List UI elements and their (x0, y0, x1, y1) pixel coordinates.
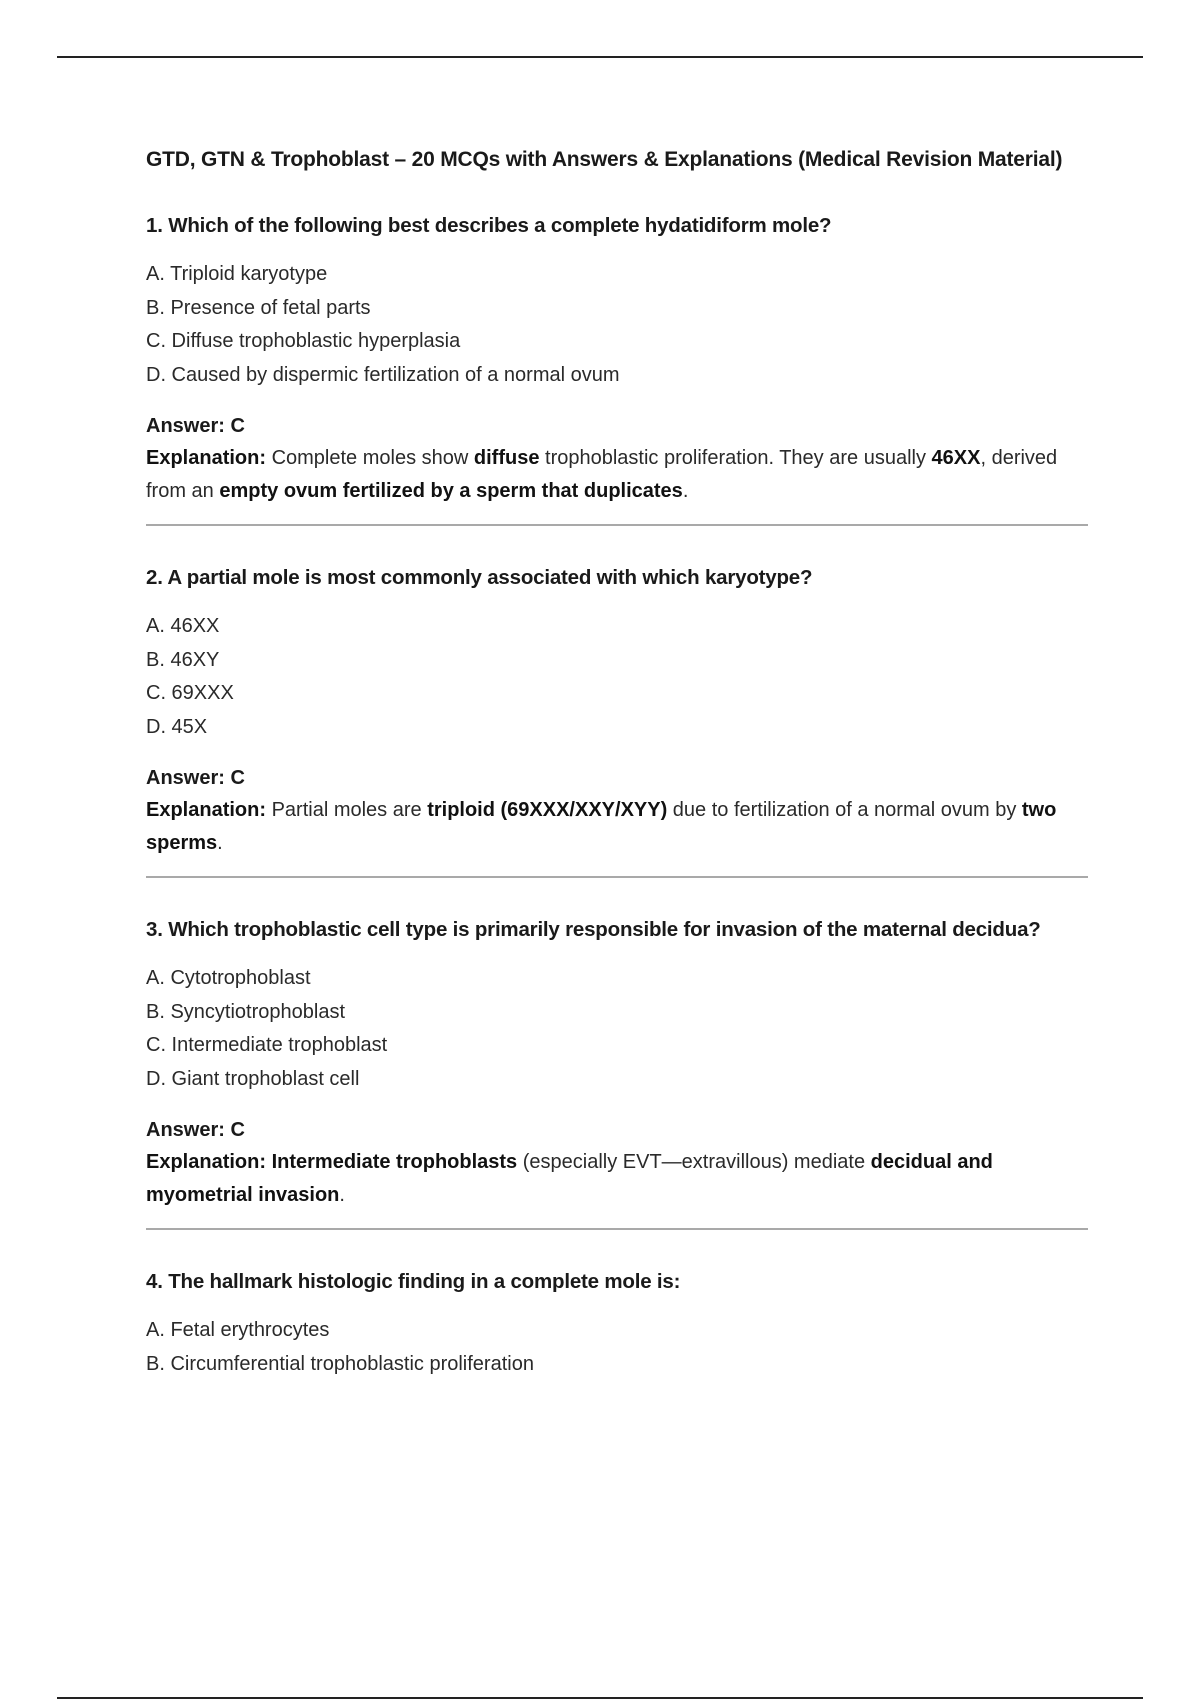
section-divider (146, 876, 1088, 878)
header-rule (57, 56, 1143, 58)
explanation-emphasis: two sperms (146, 799, 1057, 854)
option-item: A. Triploid karyotype (146, 263, 328, 285)
option-item: B. 46XY (146, 648, 220, 671)
option-item: B. Circumferential trophoblastic proliferation (146, 1352, 534, 1375)
explanation-run: Complete moles show (266, 447, 474, 469)
options-list (146, 1314, 1092, 1381)
document-title: GTD, GTN & Trophoblast – 20 MCQs with Answers & Explanations (Medical Revision Material) (146, 148, 1063, 171)
question-block (146, 916, 1092, 1230)
answer-line: Answer: C (146, 1119, 245, 1141)
question-text: 2. A partial mole is most commonly associated with which karyotype? (146, 566, 813, 589)
explanation-text (146, 442, 1092, 508)
option-item: A. 46XX (146, 615, 220, 637)
explanation-text (146, 794, 1092, 860)
explanation-emphasis: decidual and myometrial invasion (146, 1151, 993, 1206)
section-divider (146, 524, 1088, 526)
explanation-emphasis: diffuse (473, 447, 540, 469)
answer-line: Answer: C (146, 767, 245, 789)
explanation-emphasis: Intermediate trophoblasts (271, 1151, 518, 1173)
explanation-emphasis: Explanation: (146, 1151, 267, 1173)
footer-rule (57, 1697, 1143, 1699)
option-item: D. Giant trophoblast cell (146, 1067, 360, 1090)
explanation-run: , derived from an (146, 447, 1058, 502)
option-item: C. Intermediate trophoblast (146, 1034, 388, 1056)
question-block (146, 564, 1092, 878)
explanation-run: due to fertilization of a normal ovum by (667, 799, 1022, 821)
explanation-run: . (217, 832, 223, 854)
option-item: D. Caused by dispermic fertilization of a normal ovum (146, 363, 620, 386)
question-text: 1. Which of the following best describes a complete hydatidiform mole? (146, 214, 832, 237)
option-item: C. 69XXX (146, 682, 234, 704)
document-body (146, 146, 1092, 1399)
question-text: 3. Which trophoblastic cell type is primarily responsible for invasion of the maternal decidua? (146, 918, 1041, 941)
option-item: C. Diffuse trophoblastic hyperplasia (146, 330, 461, 352)
question-block (146, 1268, 1092, 1381)
explanation-run: Partial moles are (266, 799, 428, 821)
explanation-run: . (682, 480, 689, 502)
options-list (146, 962, 1092, 1096)
explanation-text (146, 1146, 1092, 1212)
option-item: B. Presence of fetal parts (146, 296, 371, 319)
option-item: B. Syncytiotrophoblast (146, 1000, 345, 1023)
option-item: A. Cytotrophoblast (146, 967, 311, 989)
answer-line: Answer: C (146, 415, 245, 437)
section-divider (146, 1228, 1088, 1230)
option-item: D. 45X (146, 715, 208, 738)
explanation-emphasis: empty ovum fertilized by a sperm that duplicates (219, 480, 683, 502)
explanation-run: (especially EVT—extravillous) mediate (517, 1151, 871, 1173)
explanation-run: . (339, 1184, 345, 1206)
explanation-emphasis: Explanation: (146, 799, 267, 821)
question-text: 4. The hallmark histologic finding in a complete mole is: (146, 1270, 681, 1293)
options-list (146, 610, 1092, 744)
explanation-emphasis: Explanation: (146, 447, 267, 469)
explanation-emphasis: triploid (69XXX/XXY/XYY) (427, 799, 668, 821)
question-block (146, 212, 1092, 526)
options-list (146, 258, 1092, 392)
explanation-emphasis: 46XX (931, 447, 981, 469)
option-item: A. Fetal erythrocytes (146, 1319, 330, 1341)
explanation-run: trophoblastic proliferation. They are usually (539, 447, 932, 469)
